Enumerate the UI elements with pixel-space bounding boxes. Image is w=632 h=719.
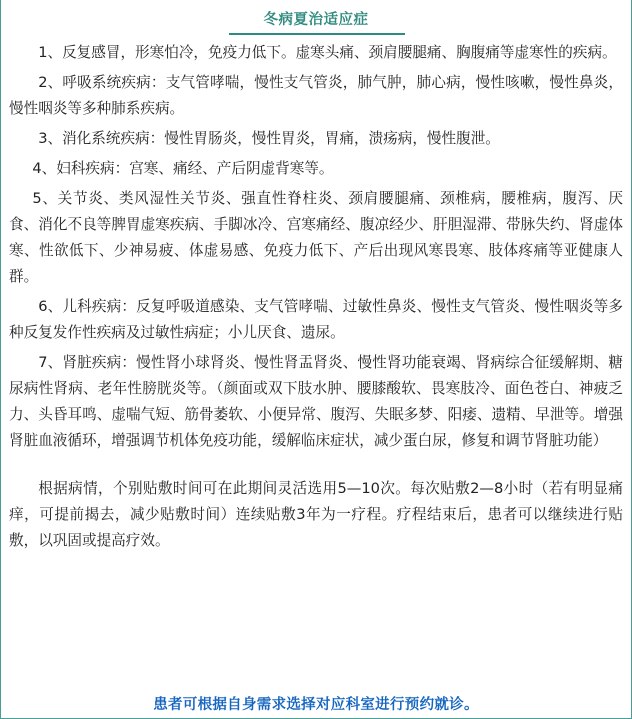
indications-content (9, 40, 623, 558)
indication-item-4: 4、妇科疾病：宫寒、痛经、产后阴虚背寒等。 (32, 160, 334, 177)
title-section (1, 0, 631, 40)
indication-item-6: 6、儿科疾病：反复呼吸道感染、支气管哮喘、过敏性鼻炎、慢性支气管炎、慢性咽炎等多种反复发作性疾病及过敏性病症；小儿厌食、遗尿。 (9, 298, 623, 341)
page-title: 冬病夏治适应症 (263, 12, 369, 28)
title-underline (229, 33, 405, 35)
indication-item-5: 5、关节炎、类风湿性关节炎、强直性脊柱炎、颈肩腰腿痛、颈椎病，腰椎病，腹泻、厌食、消化不良等脾胃虚寒疾病、手脚冰冷、宫寒痛经、腹凉经少、肝胆湿滞、带脉失约、肾虚体寒、性欲低下、少神易疲、体虚易感、免疫力低下、产后出现风寒畏寒、肢体疼痛等亚健康人群。 (9, 190, 623, 285)
schedule-paragraph: 根据病情，个别贴敷时间可在此期间灵活选用5—10次。每次贴敷2—8小时（若有明显痛痒，可提前揭去，减少贴敷时间）连续贴敷3年为一疗程。疗程结束后，患者可以继续进行贴敷，以巩固或提高疗效。 (9, 480, 623, 549)
indication-item-2: 2、呼吸系统疾病：支气管哮喘，慢性支气管炎，肺气肿，肺心病，慢性咳嗽，慢性鼻炎，慢性咽炎等多种肺系疾病。 (9, 74, 623, 117)
indication-item-3: 3、消化系统疾病：慢性胃肠炎，慢性胃炎，胃痛，溃疡病，慢性腹泄。 (38, 130, 500, 147)
paragraph-gap (9, 458, 623, 476)
indication-item-7: 7、肾脏疾病：慢性肾小球肾炎、慢性肾盂肾炎、慢性肾功能衰竭、肾病综合征缓解期、糖尿病性肾病、老年性膀胱炎等。（颜面或双下肢水肿、腰膝酸软、畏寒肢冷、面色苍白、神疲乏力、头昏耳鸣、虚喘气短、筋骨萎软、小便异常、腹泻、失眠多梦、阳痿、遗精、早泄等。增强肾脏血液循环，增强调节机体免疫功能，缓解临床症状，减少蛋白尿，修复和调节肾脏功能） (9, 354, 623, 449)
appointment-note: 患者可根据自身需求选择对应科室进行预约就诊。 (153, 697, 479, 713)
indication-item-1: 1、反复感冒，形寒怕冷，免疫力低下。虚寒头痛、颈肩腰腿痛、胸腹痛等虚寒性的疾病。 (38, 44, 617, 61)
